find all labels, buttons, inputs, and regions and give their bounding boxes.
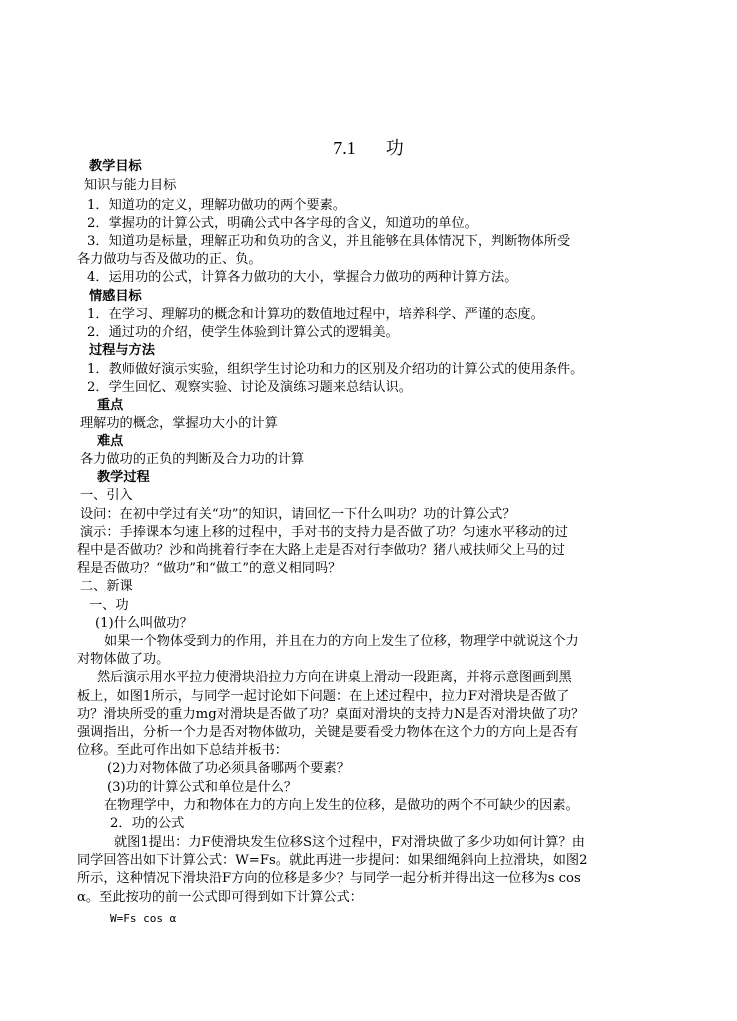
formula-line-3: 所示，这种情况下滑块沿F方向的位移是多少？与同学一起分析并得出这一位移为s cos (77, 871, 581, 886)
demo-line-1: 演示：手捧课本匀速上移的过程中，手对书的支持力是否做了功？匀速水平移动的过 (80, 525, 568, 540)
emotion-item-1: 1．在学习、理解功的概念和计算功的数值地过程中，培养科学、严谨的态度。 (87, 307, 544, 322)
demo2-line-2: 板上，如图1所示，与同学一起讨论如下问题：在上述过程中，拉力F对滑块是否做了 (77, 689, 570, 704)
formula-line-4: α。至此按功的前一公式即可得到如下计算公式： (77, 890, 363, 905)
definition-line-1: 如果一个物体受到力的作用，并且在力的方向上发生了位移，物理学中就说这个力 (104, 634, 579, 649)
goal-item-4: 4．运用功的公式，计算各力做功的大小，掌握合力做功的两种计算方法。 (87, 270, 518, 285)
work-formula: W=Fs cos α (110, 912, 177, 925)
demo-line-2: 程中是否做功？沙和尚挑着行李在大路上走是否对行李做功？猪八戒扶师父上马的过 (77, 543, 565, 558)
demo-line-3: 程是否做功？“做功”和“做工”的意义相同吗？ (77, 561, 342, 576)
heading-difficulties: 难点 (97, 434, 124, 449)
goal-item-2: 2．掌握功的计算公式，明确公式中各字母的含义，知道功的单位。 (87, 216, 478, 231)
subsection-work: 一、功 (89, 598, 129, 613)
demo2-line-5: 位移。至此可作出如下总结并板书： (77, 743, 288, 758)
section-new-lesson: 二、新课 (80, 579, 133, 594)
two-factors-statement: 在物理学中，力和物体在力的方向上发生的位移，是做功的两个不可缺少的因素。 (104, 798, 579, 813)
intro-question: 设问：在初中学过有关“功”的知识，请回忆一下什么叫功？功的计算公式？ (80, 507, 516, 522)
definition-line-2: 对物体做了功。 (77, 652, 170, 667)
heading-key-points: 重点 (97, 398, 124, 413)
demo2-line-4: 强调指出，分析一个力是否对物体做功，关键是要看受力物体在这个力的方向上是否有 (77, 725, 579, 740)
document-title (0, 134, 737, 160)
demo2-line-1: 然后演示用水平拉力使滑块沿拉力方向在讲桌上滑动一段距离，并将示意图画到黑 (97, 670, 572, 685)
goal-item-3: 3．知道功是标量，理解正功和负功的含义，并且能够在具体情况下，判断物体所受 (87, 234, 571, 249)
section-number: 7.1 (333, 138, 356, 158)
key-points-text: 理解功的概念，掌握功大小的计算 (80, 416, 278, 431)
subsection-work-formula: 2．功的公式 (110, 816, 185, 831)
goal-item-1: 1．知道功的定义，理解功做功的两个要素。 (87, 198, 346, 213)
process-item-1: 1．教师做好演示实验，组织学生讨论功和力的区别及介绍功的计算公式的使用条件。 (87, 362, 584, 377)
goal-item-3-cont: 各力做功与否及做功的正、负。 (77, 252, 262, 267)
heading-teaching-goals: 教学目标 (89, 159, 142, 174)
section-title: 功 (385, 138, 404, 158)
formula-line-2: 同学回答出如下计算公式：W=Fs。就此再进一步提问：如果细绳斜向上拉滑块，如图2 (77, 853, 588, 868)
question-what-is-work: (1)什么叫做功？ (95, 616, 193, 631)
question-formula-unit: (3)功的计算公式和单位是什么？ (107, 780, 298, 795)
heading-teaching-process: 教学过程 (97, 470, 150, 485)
question-two-elements: (2)力对物体做了功必须具备哪两个要素？ (107, 761, 350, 776)
heading-emotion-goals: 情感目标 (89, 289, 142, 304)
process-item-2: 2．学生回忆、观察实验、讨论及演练习题来总结认识。 (87, 380, 412, 395)
difficulties-text: 各力做功的正负的判断及合力功的计算 (80, 452, 305, 467)
emotion-item-2: 2．通过功的介绍，使学生体验到计算公式的逻辑美。 (87, 325, 399, 340)
demo2-line-3: 功？滑块所受的重力mg对滑块是否做了功？桌面对滑块的支持力N是否对滑块做了功？ (77, 707, 585, 722)
formula-line-1: 就图1提出：力F使滑块发生位移S这个过程中，F对滑块做了多少功如何计算？由 (114, 835, 585, 850)
subheading-knowledge: 知识与能力目标 (84, 178, 177, 193)
section-introduction: 一、引入 (80, 488, 133, 503)
heading-process-method: 过程与方法 (89, 343, 155, 358)
